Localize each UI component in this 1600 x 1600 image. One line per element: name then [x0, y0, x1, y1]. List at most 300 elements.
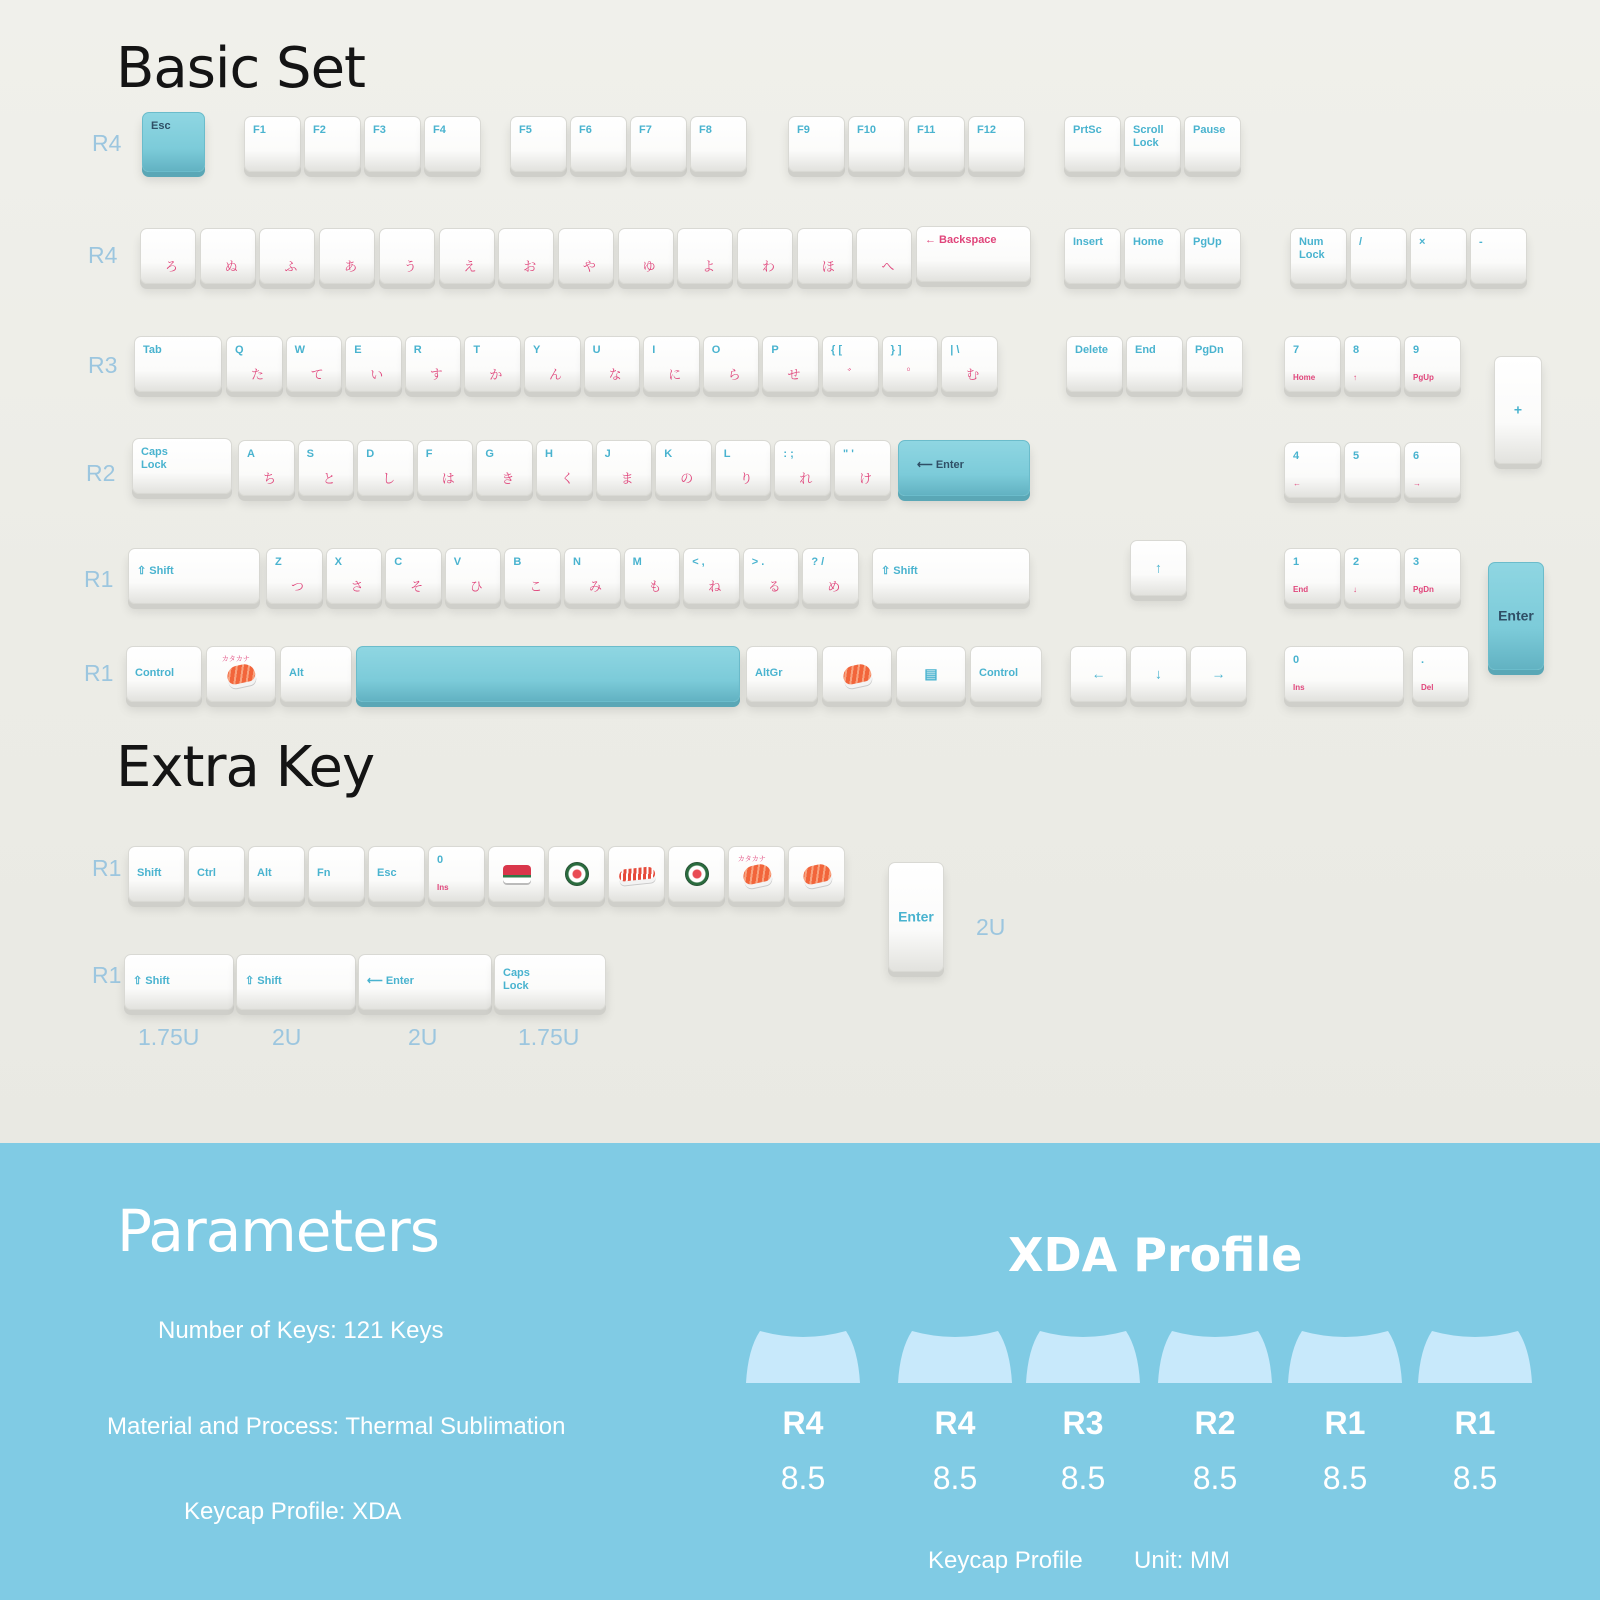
keycap-legend: F3	[373, 124, 386, 136]
keycap-legend: | \	[950, 344, 960, 356]
keycap-legend: ⟵ Enter	[917, 459, 964, 471]
keycap-legend: W	[294, 344, 305, 356]
profile-row-label: R4	[934, 1405, 976, 1441]
keycap-qwerty-0	[226, 336, 283, 392]
keycap-legend: Pause	[1193, 124, 1226, 136]
keycap-arrow-left	[1070, 646, 1127, 702]
keycap-num-enter	[1488, 562, 1544, 670]
keycap-num5	[1344, 442, 1401, 498]
keycap-num-plus	[1494, 356, 1542, 464]
keycap-legend: F1	[253, 124, 266, 136]
keycap-legend: Y	[533, 344, 541, 356]
row-label-bottom: R1	[84, 660, 114, 686]
keycap-legend: F2	[313, 124, 326, 136]
keycap-kana: の	[680, 471, 694, 486]
keycap-end	[1126, 336, 1183, 392]
keycap-pause	[1184, 116, 1241, 172]
keycap-shift-4	[504, 548, 561, 604]
keycap-legend: ×	[1419, 236, 1426, 248]
sushi-tag-label: カタカナ	[737, 854, 766, 863]
keycap-home-4	[476, 440, 533, 496]
extra-keycap-alt	[248, 846, 305, 902]
keycap-legend: Caps Lock	[503, 967, 530, 992]
profile-shape-icon	[1288, 1329, 1402, 1383]
keycap-kana: き	[501, 471, 515, 486]
keycap-home-9	[774, 440, 831, 496]
keycap-legend: Esc	[151, 120, 171, 132]
keycap-qwerty-4	[464, 336, 521, 392]
keycap-legend: 7	[1293, 344, 1300, 356]
keycap-kana: ろ	[165, 259, 179, 274]
extra-keycap-shift-2	[236, 954, 356, 1010]
keycap-qwerty-1	[286, 336, 343, 392]
keycap-num-minus	[1470, 228, 1527, 284]
keycap-legend: 2	[1353, 556, 1360, 568]
keycap-legend: G	[485, 448, 494, 460]
keycap-backspace	[916, 226, 1031, 282]
keycap-legend: Control	[979, 667, 1019, 679]
keycap-home-2	[357, 440, 414, 496]
keycap-legend: 4	[1293, 450, 1300, 462]
keycap-legend: Delete	[1075, 344, 1109, 356]
keycap-legend: ⇧ Shift	[245, 975, 282, 987]
keycap-menu	[896, 646, 966, 702]
row-label-qwerty: R3	[88, 352, 118, 378]
keycap-home-10	[834, 440, 891, 496]
profile-height-value: 8.5	[1060, 1460, 1106, 1496]
keycap-legend: F9	[797, 124, 810, 136]
keycap-sublegend: →	[1413, 479, 1421, 488]
sushi-salmon-icon	[801, 862, 832, 885]
keycap-legend: ⇧ Shift	[881, 565, 918, 577]
keycap-legend: End	[1135, 344, 1156, 356]
keycap-legend: 6	[1413, 450, 1420, 462]
row-label-fn: R4	[92, 130, 122, 156]
keycap-number-row-3	[319, 228, 375, 284]
keycap-legend: U	[592, 344, 601, 356]
keycap-qwerty-6	[584, 336, 641, 392]
parameters-title: Parameters	[117, 1197, 439, 1265]
keycap-number-row-7	[558, 228, 614, 284]
keycap-legend: C	[394, 556, 403, 568]
keycap-f10	[848, 116, 905, 172]
profile-shape-icon	[1026, 1329, 1140, 1383]
keycap-legend: Home	[1133, 236, 1164, 248]
keycap-kana: む	[966, 367, 980, 382]
keycap-sublegend: Del	[1421, 683, 1434, 692]
keycap-scroll-lock	[1124, 116, 1181, 172]
keycap-legend: Control	[135, 667, 175, 679]
keycap-number-row-11	[797, 228, 853, 284]
keycap-legend: /	[1359, 236, 1363, 248]
profile-shape-icon	[1418, 1329, 1532, 1383]
keycap-legend: Fn	[317, 867, 331, 879]
keycap-legend: AltGr	[755, 667, 783, 679]
keycap-kana: も	[648, 579, 662, 594]
keycap-legend: →	[1211, 665, 1226, 682]
keycap-legend: 0	[1293, 654, 1300, 666]
extra-keycap-shift-175	[124, 954, 234, 1010]
keycap-num-star	[1410, 228, 1467, 284]
keycap-legend: P	[771, 344, 779, 356]
keycap-legend: Insert	[1073, 236, 1103, 248]
keycap-legend: X	[334, 556, 342, 568]
extra-keycap-sushi-maki	[548, 846, 605, 902]
keycap-number-row-10	[737, 228, 793, 284]
keycap-sublegend: ↓	[1353, 585, 1357, 594]
profile-caption: Keycap Profile	[928, 1547, 1083, 1574]
profile-height-value: 8.5	[1322, 1460, 1368, 1496]
size-label-caps-175: 1.75U	[518, 1024, 580, 1050]
keycap-kana: ふ	[284, 259, 298, 274]
keycap-prtsc	[1064, 116, 1121, 172]
extra-keycap-enter-vertical	[888, 862, 944, 972]
keycap-shift-0	[266, 548, 323, 604]
keycap-legend: Alt	[257, 867, 272, 879]
keycap-kana: ら	[727, 367, 741, 382]
parameters-panel	[0, 1143, 1600, 1600]
keycap-legend: > .	[751, 556, 765, 568]
keycap-legend: E	[354, 344, 362, 356]
profile-row-label: R1	[1454, 1405, 1496, 1441]
profile-unit: Unit: MM	[1134, 1547, 1230, 1574]
keycap-sublegend: ↑	[1353, 373, 1357, 382]
keycap-legend: Scroll Lock	[1133, 124, 1164, 149]
sushi-tuna-icon	[503, 865, 531, 883]
keycap-home-5	[536, 440, 593, 496]
extra-keycap-esc	[368, 846, 425, 902]
keycap-qwerty-5	[524, 336, 581, 392]
keycap-legend: A	[247, 448, 255, 460]
sushi-roll-icon	[685, 862, 709, 886]
keycap-legend: PgUp	[1193, 236, 1222, 248]
keycap-shift-3	[445, 548, 502, 604]
keycap-kana: に	[668, 367, 682, 382]
keycap-home-7	[655, 440, 712, 496]
section-title-extra-key: Extra Key	[116, 735, 375, 800]
profile-row-label: R2	[1194, 1405, 1236, 1441]
keycap-legend: PgDn	[1195, 344, 1224, 356]
keycap-home-8	[715, 440, 772, 496]
keycap-sublegend: PgUp	[1413, 373, 1434, 382]
keycap-arrow-down	[1130, 646, 1187, 702]
keycap-num1	[1284, 548, 1341, 604]
size-label-shift-175: 1.75U	[138, 1024, 200, 1050]
profile-shape-icon	[898, 1329, 1012, 1383]
keycap-qwerty-2	[345, 336, 402, 392]
keycap-sublegend: PgDn	[1413, 585, 1434, 594]
keycap-legend: T	[473, 344, 481, 356]
keycap-legend: ← Backspace	[925, 234, 997, 246]
keycap-kana: ぬ	[224, 259, 238, 274]
keycap-kana: た	[251, 367, 265, 382]
keycap-f3	[364, 116, 421, 172]
keycap-kana: ゜	[906, 367, 920, 382]
keycap-f4	[424, 116, 481, 172]
keycap-f2	[304, 116, 361, 172]
keycap-kana: つ	[291, 579, 305, 594]
keycap-alt-left	[280, 646, 352, 702]
keycap-shift-right	[872, 548, 1030, 604]
keycap-shift-8	[743, 548, 800, 604]
keycap-legend: ⟵ Enter	[367, 975, 414, 987]
keycap-legend: Alt	[289, 667, 304, 679]
keycap-legend: J	[604, 448, 611, 460]
keycap-qwerty-11	[882, 336, 939, 392]
size-label-enter-2: 2U	[408, 1024, 438, 1050]
extra-keycap-sushi-kana	[728, 846, 785, 902]
keycap-kana: お	[523, 259, 537, 274]
keycap-legend: F7	[639, 124, 652, 136]
keycap-kana: て	[310, 367, 324, 382]
keycap-kana: め	[827, 579, 841, 594]
keycap-arrow-up	[1130, 540, 1187, 596]
keycap-legend: 0	[437, 854, 444, 866]
keycap-num-lock	[1290, 228, 1347, 284]
keycap-number-row-5	[439, 228, 495, 284]
keycap-legend: 1	[1293, 556, 1300, 568]
keycap-kana: そ	[410, 579, 424, 594]
row-label-extra-1: R1	[92, 855, 122, 881]
keycap-legend: I	[652, 344, 656, 356]
keycap-number-row-2	[259, 228, 315, 284]
keycap-kana: し	[382, 471, 396, 486]
keycap-qwerty-7	[643, 336, 700, 392]
keycap-legend: : ;	[783, 448, 794, 460]
keycap-number-row-8	[618, 228, 674, 284]
keycap-legend: -	[1479, 236, 1483, 248]
keycap-f12	[968, 116, 1025, 172]
keycap-kana: ゛	[847, 367, 861, 382]
extra-keycap-sushi-salmon	[788, 846, 845, 902]
keycap-number-row-4	[379, 228, 435, 284]
keycap-legend: S	[306, 448, 314, 460]
keycap-legend: Tab	[143, 344, 162, 356]
keycap-legend: F	[425, 448, 433, 460]
keycap-f11	[908, 116, 965, 172]
keycap-num4	[1284, 442, 1341, 498]
keycap-f5	[510, 116, 567, 172]
keycap-num0	[1284, 646, 1404, 702]
extra-keycap-ctrl	[188, 846, 245, 902]
keycap-legend: 3	[1413, 556, 1420, 568]
keycap-kana: ち	[263, 471, 277, 486]
keycap-kana: す	[429, 367, 443, 382]
keycap-kana: や	[582, 259, 596, 274]
extra-keycap-sushi-shrimp	[608, 846, 665, 902]
keycap-num-dot	[1412, 646, 1469, 702]
keycap-sublegend: Home	[1293, 373, 1316, 382]
extra-keycap-shift	[128, 846, 185, 902]
keycap-kana: う	[403, 259, 417, 274]
keycap-kana: ゆ	[642, 259, 656, 274]
keycap-legend: ⇧ Shift	[133, 975, 170, 987]
profile-shape-icon	[746, 1329, 860, 1383]
profile-row-label: R4	[782, 1405, 824, 1441]
keycap-legend: ↓	[1155, 665, 1162, 682]
sushi-salmon-icon	[221, 654, 256, 685]
keycap-caps-lock	[132, 438, 232, 494]
keycap-legend: D	[366, 448, 375, 460]
keycap-f9	[788, 116, 845, 172]
keycap-insert	[1064, 228, 1121, 284]
keycap-number-row-1	[200, 228, 256, 284]
keycap-qwerty-9	[762, 336, 819, 392]
keycap-shift-9	[802, 548, 859, 604]
keycap-legend: < ,	[692, 556, 705, 568]
param-material: Material and Process: Thermal Sublimation	[107, 1413, 566, 1440]
keycap-shift-left	[128, 548, 260, 604]
keycap-legend: } ]	[890, 344, 902, 356]
keycap-shift-5	[564, 548, 621, 604]
keycap-legend: +	[1513, 401, 1523, 418]
sushi-shrimp-icon	[618, 866, 655, 882]
keycap-legend: ? /	[811, 556, 825, 568]
keycap-kana: ほ	[821, 259, 835, 274]
keycap-legend: ←	[1091, 665, 1106, 682]
keycap-qwerty-10	[822, 336, 879, 392]
param-number-of-keys: Number of Keys: 121 Keys	[158, 1317, 444, 1344]
extra-keycap-zero-ins	[428, 846, 485, 902]
extra-keycap-sushi-roll	[668, 846, 725, 902]
keycap-number-row-6	[498, 228, 554, 284]
keycap-kana: よ	[702, 259, 716, 274]
profile-height-value: 8.5	[780, 1460, 826, 1496]
keycap-kana: け	[859, 471, 873, 486]
keycap-num9	[1404, 336, 1461, 392]
keycap-kana: ん	[549, 367, 563, 382]
keycap-legend: 8	[1353, 344, 1360, 356]
menu-icon: ▤	[924, 665, 938, 682]
extra-keycap-fn	[308, 846, 365, 902]
param-profile: Keycap Profile: XDA	[184, 1498, 402, 1525]
profile-shape-icon	[1158, 1329, 1272, 1383]
row-label-number: R4	[88, 242, 118, 268]
keycap-kana: ね	[708, 579, 722, 594]
keycap-sublegend: Ins	[1293, 683, 1305, 692]
keycap-legend: Esc	[377, 867, 397, 879]
keycap-tab	[134, 336, 222, 392]
keycap-esc	[142, 112, 205, 172]
keycap-legend: K	[664, 448, 673, 460]
extra-keycap-sushi-tuna	[488, 846, 545, 902]
sushi-tag-label: カタカナ	[221, 654, 250, 663]
keycap-kana: へ	[881, 259, 895, 274]
keycap-legend: PrtSc	[1073, 124, 1102, 136]
keycap-legend: Enter	[898, 908, 934, 925]
keycap-kana: な	[608, 367, 622, 382]
keycap-kana: り	[739, 471, 753, 486]
keycap-number-row-12	[856, 228, 912, 284]
keycap-pgdn	[1186, 336, 1243, 392]
keycap-legend: F5	[519, 124, 532, 136]
keycap-home-0	[238, 440, 295, 496]
keycap-sublegend: Ins	[437, 883, 449, 892]
keycap-kana: み	[589, 579, 603, 594]
keycap-shift-7	[683, 548, 740, 604]
row-label-home: R2	[86, 460, 116, 486]
keycap-kana: え	[463, 259, 477, 274]
keycap-legend: B	[513, 556, 522, 568]
keycap-number-row-9	[677, 228, 733, 284]
keycap-f6	[570, 116, 627, 172]
keycap-legend: N	[573, 556, 581, 568]
section-title-basic-set: Basic Set	[116, 36, 366, 101]
keycap-kana: る	[767, 579, 781, 594]
keycap-legend: Num Lock	[1299, 236, 1325, 261]
keycap-home-3	[417, 440, 474, 496]
keycap-kana: こ	[529, 579, 543, 594]
keycap-kana: い	[370, 367, 384, 382]
row-label-extra-2: R1	[92, 962, 122, 988]
keycap-sushi-fn	[822, 646, 892, 702]
keycap-num7	[1284, 336, 1341, 392]
keycap-legend: R	[413, 344, 422, 356]
keycap-legend: Caps Lock	[141, 446, 168, 471]
keycap-legend: O	[711, 344, 721, 356]
keycap-kana: は	[441, 471, 455, 486]
keycap-legend: 9	[1413, 344, 1420, 356]
keycap-f1	[244, 116, 301, 172]
keycap-legend: { [	[831, 344, 842, 356]
keycap-legend: F11	[917, 124, 936, 136]
profile-row-label: R3	[1062, 1405, 1104, 1441]
size-label-enter-2u: 2U	[976, 914, 1006, 940]
keycap-shift-1	[326, 548, 383, 604]
keycap-legend: H	[545, 448, 553, 460]
keycap-spacebar	[356, 646, 740, 702]
keycap-home	[1124, 228, 1181, 284]
profile-height-value: 8.5	[1452, 1460, 1498, 1496]
keycap-qwerty-8	[703, 336, 760, 392]
keycap-control-left	[126, 646, 202, 702]
keycap-num3	[1404, 548, 1461, 604]
keycap-shift-6	[624, 548, 681, 604]
keycap-num2	[1344, 548, 1401, 604]
keycap-kana: れ	[799, 471, 813, 486]
keycap-legend: Shift	[137, 867, 162, 879]
keycap-legend: ⇧ Shift	[137, 565, 174, 577]
keycap-kana: わ	[762, 259, 776, 274]
keycap-legend: F8	[699, 124, 712, 136]
keycap-f7	[630, 116, 687, 172]
extra-keycap-caps-175	[494, 954, 606, 1010]
keycap-legend: F6	[579, 124, 592, 136]
keycap-num-slash	[1350, 228, 1407, 284]
keycap-kana: ま	[620, 471, 634, 486]
keycap-sublegend: End	[1293, 585, 1309, 594]
extra-keycap-enter-2	[358, 954, 492, 1010]
keycap-legend: " '	[843, 448, 854, 460]
keycap-sushi-win	[206, 646, 276, 702]
keycap-legend: V	[453, 556, 462, 568]
keycap-legend: Z	[275, 556, 282, 568]
keycap-num6	[1404, 442, 1461, 498]
keycap-qwerty-3	[405, 336, 462, 392]
keycap-arrow-right	[1190, 646, 1247, 702]
keycap-pgup	[1184, 228, 1241, 284]
keycap-kana: せ	[787, 367, 801, 382]
profile-row-label: R1	[1324, 1405, 1366, 1441]
keycap-qwerty-12	[941, 336, 998, 392]
keycap-shift-2	[385, 548, 442, 604]
keycap-home-6	[596, 440, 653, 496]
keycap-kana: さ	[350, 579, 364, 594]
keycap-legend: Enter	[1498, 607, 1534, 624]
keycap-legend: L	[723, 448, 731, 460]
keycap-legend: ↑	[1155, 559, 1162, 576]
keycap-legend: F12	[977, 124, 996, 136]
